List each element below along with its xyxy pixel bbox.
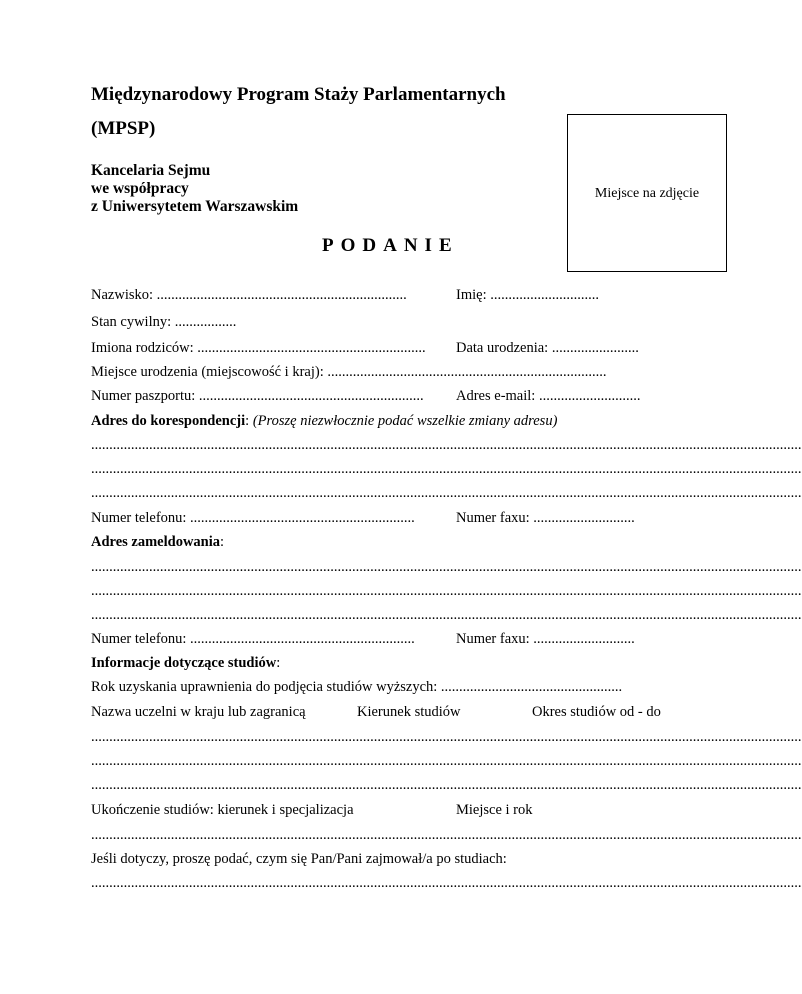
dotted-line-zameldowanie-2[interactable]: .................................................................................................................................................................................................... <box>91 583 802 599</box>
col-nazwa-uczelni: Nazwa uczelni w kraju lub zagranicą <box>91 704 306 720</box>
dotted-line-korespondencja-2[interactable]: .................................................................................................................................................................................................... <box>91 461 802 477</box>
colon: : <box>220 534 225 550</box>
photo-box <box>567 114 727 272</box>
col-miejsce-i-rok: Miejsce i rok <box>456 802 533 818</box>
dotted-line-korespondencja-1[interactable]: .................................................................................................................................................................................................... <box>91 437 802 453</box>
org-line-3: z Uniwersytetem Warszawskim <box>91 198 299 215</box>
col-ukonczenie-studiow: Ukończenie studiów: kierunek i specjalizacja <box>91 802 354 818</box>
adres-korespondencji-label: Adres do korespondencji <box>91 413 246 429</box>
adres-korespondencji-note: (Proszę niezwłocznie podać wszelkie zmiany adresu) <box>252 413 558 429</box>
program-acronym: (MPSP) <box>91 118 156 139</box>
org-line-1: Kancelaria Sejmu <box>91 162 211 179</box>
field-adres-email[interactable]: Adres e-mail: ............................ <box>456 388 641 404</box>
document-title: PODANIE <box>322 235 459 256</box>
section-informacje-studia <box>91 654 391 672</box>
dotted-line-zameldowanie-1[interactable]: .................................................................................................................................................................................................... <box>91 559 802 575</box>
program-title: Międzynarodowy Program Staży Parlamentarnych <box>91 84 506 105</box>
colon: : <box>276 655 281 671</box>
dotted-line-studia-2[interactable]: .................................................................................................................................................................................................... <box>91 753 802 769</box>
field-numer-telefonu-1[interactable]: Numer telefonu: .............................................................. <box>91 510 415 526</box>
col-okres-studiow: Okres studiów od - do <box>532 704 661 720</box>
dotted-line-ukonczenie[interactable]: .................................................................................................................................................................................................... <box>91 827 802 843</box>
jesli-dotyczy-label: Jeśli dotyczy, proszę podać, czym się Pan/Pani zajmował/a po studiach: <box>91 851 507 867</box>
col-kierunek-studiow: Kierunek studiów <box>357 704 461 720</box>
field-imiona-rodzicow[interactable]: Imiona rodziców: ............................................................... <box>91 340 426 356</box>
field-nazwisko[interactable]: Nazwisko: ..................................................................... <box>91 287 407 303</box>
field-numer-paszportu[interactable]: Numer paszportu: .............................................................. <box>91 388 424 404</box>
informacje-label: Informacje dotyczące studiów <box>91 655 277 671</box>
field-miejsce-urodzenia[interactable]: Miejsce urodzenia (miejscowość i kraj): ............................................................................. <box>91 364 607 380</box>
org-line-2: we współpracy <box>91 180 189 197</box>
field-numer-faxu-1[interactable]: Numer faxu: ............................ <box>456 510 635 526</box>
field-numer-faxu-2[interactable]: Numer faxu: ............................ <box>456 631 635 647</box>
dotted-line-studia-3[interactable]: .................................................................................................................................................................................................... <box>91 777 802 793</box>
photo-placeholder-label: Miejsce na zdjęcie <box>594 186 700 201</box>
section-adres-zameldowania <box>91 533 391 551</box>
adres-zameldowania-label: Adres zameldowania <box>91 534 221 550</box>
dotted-line-zameldowanie-3[interactable]: .................................................................................................................................................................................................... <box>91 607 802 623</box>
field-numer-telefonu-2[interactable]: Numer telefonu: .............................................................. <box>91 631 415 647</box>
colon: : <box>245 413 253 429</box>
dotted-line-po-studiach[interactable]: .................................................................................................................................................................................................... <box>91 875 802 891</box>
dotted-line-studia-1[interactable]: .................................................................................................................................................................................................... <box>91 729 802 745</box>
field-stan-cywilny[interactable]: Stan cywilny: ................. <box>91 314 237 330</box>
dotted-line-korespondencja-3[interactable]: .................................................................................................................................................................................................... <box>91 485 802 501</box>
field-imie[interactable]: Imię: .............................. <box>456 287 599 303</box>
field-rok-uzyskania[interactable]: Rok uzyskania uprawnienia do podjęcia studiów wyższych: .................................................. <box>91 679 623 695</box>
field-data-urodzenia[interactable]: Data urodzenia: ........................ <box>456 340 639 356</box>
section-adres-korespondencji <box>91 412 691 430</box>
